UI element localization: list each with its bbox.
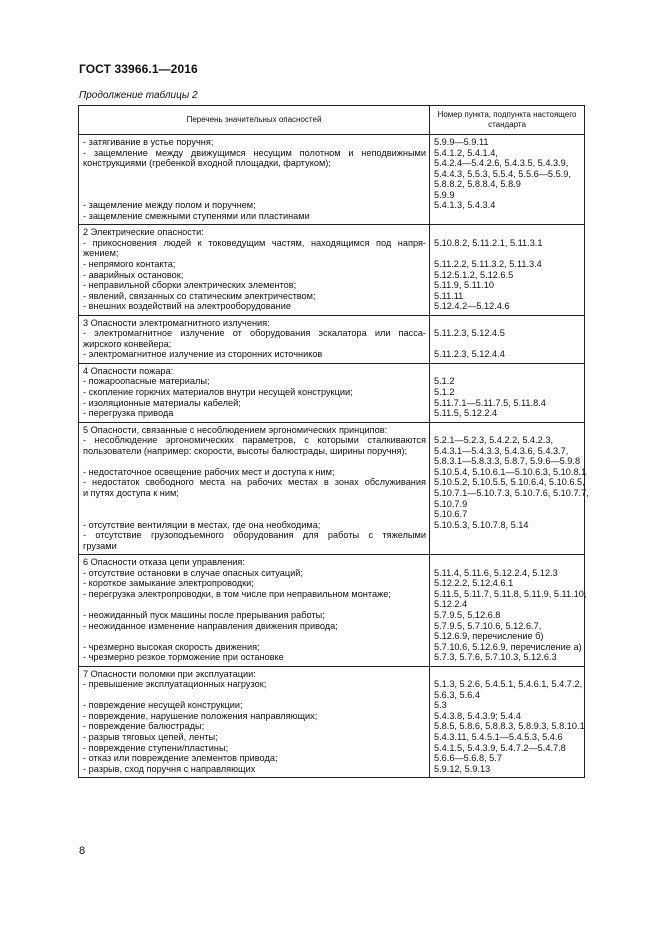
table-row [79, 666, 585, 777]
hazard-line: - неожиданное изменение направления движения привода; [83, 620, 338, 631]
hazard-line: - недостаток свободного места на рабочих местах в зонах обслуживания [83, 477, 426, 488]
hazard-line: 4 Опасности пожара: [83, 365, 174, 376]
hazard-line: жирского конвейера; [83, 338, 172, 349]
document-header: ГОСТ 33966.1—2016 [79, 62, 198, 76]
clause-line: 5.12.2.2, 5.12.4.6.1 [434, 578, 514, 589]
clause-line [434, 366, 581, 377]
clause-line: 5.4.4.3, 5.5.3, 5.5.4, 5.5.6—5.5.9, [434, 168, 571, 179]
hazard-line: - повреждение, нарушение положения направляющих; [83, 710, 318, 721]
clause-line: 5.4.3.8, 5.4.3.9; 5.4.4 [434, 710, 521, 721]
clause-line: 5.8.8.2, 5.8.8.4, 5.8.9 [434, 179, 521, 190]
hazard-line [83, 690, 426, 701]
hazard-line: - несоблюдение эргономических параметров, с которыми сталкиваются [83, 435, 426, 446]
hazard-line: - отсутствие вентиляции в местах, где она необходима; [83, 519, 321, 530]
clause-line: 5.4.3.11, 5.4.5.1—5.4.5.3, 5.4.6 [434, 731, 563, 742]
hazard-line: - отсутствие грузоподъемного оборудования для работы с тяжелыми [83, 530, 426, 541]
clause-cell [430, 666, 585, 777]
hazard-line: - затягивание в устье поручня; [83, 137, 214, 147]
hazard-line: жением; [83, 248, 119, 259]
clause-line: 5.1.3, 5.2.6, 5.4.5.1, 5.4.6.1, 5.4.7.2, [434, 679, 583, 690]
clause-line: 5.11.7.1—5.11.7.5, 5.11.8.4 [434, 397, 546, 408]
hazard-cell [79, 555, 430, 666]
hazard-line [83, 169, 426, 180]
hazard-line: конструкциями (гребенкой входной площадки, фартуком); [83, 158, 331, 169]
hazard-line: - неправильной сборки электрических элементов; [83, 280, 297, 291]
hazard-line: - электромагнитное излучение из сторонних источников [83, 349, 323, 360]
page-number: 8 [79, 845, 86, 857]
clause-line: 5.12.6.9, перечисление б) [434, 631, 544, 642]
table-header-row [79, 106, 585, 135]
clause-line: 5.4.1.2, 5.4.1.4, [434, 147, 498, 158]
clause-line: 5.7.9.5, 5.7.10.6, 5.12.6.7, [434, 620, 542, 631]
table-row [79, 315, 585, 363]
hazard-line: - скопление горючих материалов внутри несущей конструкции; [83, 387, 353, 398]
hazard-line: - отказ или повреждение элементов привода; [83, 753, 278, 764]
hazard-line: - прикосновения людей к токоведущим частям, находящимся под напря- [83, 237, 426, 248]
hazard-line: - электромагнитное излучение от оборудования эскалатора или пасса- [83, 328, 426, 339]
table-row [79, 225, 585, 315]
clause-cell [430, 315, 585, 363]
hazard-line [83, 631, 426, 642]
clause-line [434, 318, 581, 329]
clause-line: 5.11.4, 5.11.6, 5.12.2.4, 5.12.3 [434, 567, 558, 578]
clause-line [434, 339, 581, 350]
clause-line: 5.9.9 [434, 189, 455, 200]
clause-line: 5.11.11 [434, 290, 464, 301]
hazard-line: 5 Опасности, связанные с несоблюдением эргономических принципов: [83, 424, 388, 435]
clause-line: 5.11.5, 5.11.7, 5.11.8, 5.11.9, 5.11.10, [434, 588, 587, 599]
clause-line: 5.10.8.2, 5.11.2.1, 5.11.3.1 [434, 237, 543, 248]
hazard-line: - чрезмерно резкое торможение при остановке [83, 652, 284, 663]
hazard-line: - непрямого контакта; [83, 259, 176, 270]
clause-line: 5.12.4.2—5.12.4.6 [434, 301, 510, 312]
hazard-line: грузами [83, 540, 117, 551]
hazard-line: 6 Опасности отказа цепи управления: [83, 557, 245, 568]
clause-cell [430, 363, 585, 422]
hazard-line [83, 509, 426, 520]
clause-line: 5.4.2.4—5.4.2.6, 5.4.3.5, 5.4.3.9, [434, 158, 569, 169]
hazard-line: 2 Электрические опасности: [83, 227, 204, 238]
column-header-clauses: Номер пункта, подпункта настоящего стандарта [430, 106, 585, 135]
clause-line: 5.4.3.1—5.4.3.3, 5.4.3.6, 5.4.3.7, [434, 445, 569, 456]
hazard-line: - изоляционные материалы кабелей; [83, 397, 241, 408]
clause-line: 5.10.7.1—5.10.7.3, 5.10.7.6, 5.10.7.7, [434, 487, 589, 498]
hazard-line: - защемление смежными ступенями или пластинами [83, 210, 310, 221]
hazard-line: - короткое замыкание электропроводки; [83, 578, 254, 589]
clause-line: 5.1.2 [434, 376, 455, 387]
table-row [79, 363, 585, 422]
hazard-line [83, 599, 426, 610]
clause-line: 5.11.9, 5.11.10 [434, 280, 494, 291]
clause-line: 5.12.5.1.2, 5.12.6.5 [434, 269, 514, 280]
hazard-line: - явлений, связанных со статическим электричеством; [83, 290, 316, 301]
hazard-cell [79, 363, 430, 422]
clause-line [434, 248, 581, 259]
hazard-cell [79, 666, 430, 777]
hazard-line: - защемление между движущимся несущим полотном и неподвижными [83, 147, 426, 158]
table-row [79, 555, 585, 666]
hazard-line: - повреждение ступени/пластины; [83, 742, 229, 753]
hazard-line: - перегрузка электропроводки, в том числе при неправильном монтаже; [83, 588, 391, 599]
clause-line: 5.7.3, 5.7.6, 5.7.10.3, 5.12.6.3 [434, 652, 557, 663]
table-caption: Продолжение таблицы 2 [79, 90, 198, 101]
clause-cell [430, 225, 585, 315]
clause-cell [430, 135, 585, 225]
hazards-table [78, 105, 589, 778]
clause-line [434, 557, 581, 568]
clause-line: 5.10.7.9 [434, 498, 468, 509]
clause-line: 5.8.3.1—5.8.3.3, 5.8.7, 5.9.6—5.9.8 [434, 456, 581, 467]
clause-line: 5.9.12, 5.9.13 [434, 763, 491, 774]
hazard-cell [79, 225, 430, 315]
hazard-line: - превышение эксплуатационных нагрузок; [83, 679, 267, 690]
clause-line: 5.8.5, 5.8.6, 5.8.8.3, 5.8.9.3, 5.8.10.1 [434, 721, 585, 732]
hazard-line: - чрезмерно высокая скорость движения; [83, 641, 260, 652]
table-row [79, 135, 585, 225]
hazard-line: пользователи (например: скорости, высоты балюстрады, ширины поручня); [83, 445, 408, 456]
clause-line: 5.11.2.3, 5.12.4.4 [434, 349, 505, 360]
hazard-line [83, 190, 426, 201]
clause-line: 5.11.5, 5.12.2.4 [434, 408, 498, 419]
hazard-line: - перегрузка привода [83, 408, 174, 419]
clause-line [434, 227, 581, 238]
hazard-line: - повреждение несущей конструкции; [83, 700, 243, 711]
hazard-line: - разрыв тяговых цепей, ленты; [83, 731, 218, 742]
clause-line: 5.10.5.3, 5.10.7.8, 5.14 [434, 519, 529, 530]
table-row [79, 422, 585, 555]
clause-line: 5.2.1—5.2.3, 5.4.2.2, 5.4.2.3, [434, 435, 554, 446]
clause-line: 5.6.3, 5.6.4 [434, 689, 480, 700]
hazard-line: - защемление между полом и поручнем; [83, 200, 256, 211]
hazard-line: - отсутствие остановки в случае опасных ситуаций; [83, 567, 303, 578]
hazard-line: - внешних воздействий на электрооборудование [83, 301, 291, 312]
hazard-line: - разрыв, сход поручня с направляющих [83, 763, 256, 774]
hazard-cell [79, 135, 430, 225]
clause-line: 5.12.2.4 [434, 599, 468, 610]
hazard-line: - неожиданный пуск машины после прерывания работы; [83, 609, 325, 620]
clause-line: 5.3 [434, 700, 447, 711]
clause-line: 5.7.10.6, 5.12.6.9, перечисление а) [434, 641, 582, 652]
clause-line [434, 425, 581, 436]
column-header-hazards: Перечень значительных опасностей [79, 106, 430, 135]
hazard-line: - пожароопасные материалы; [83, 376, 210, 387]
hazard-line [83, 499, 426, 510]
clause-line: 5.10.5.4, 5.10.6.1—5.10.6.3, 5.10.8.1 [434, 466, 587, 477]
hazard-line: 7 Опасности поломки при эксплуатации: [83, 668, 256, 679]
hazard-line: - аварийных остановок; [83, 269, 184, 280]
hazard-line: - повреждение балюстрады; [83, 721, 205, 732]
clause-line: 5.1.2 [434, 387, 455, 398]
hazard-line: и путях доступа к ним; [83, 487, 179, 498]
hazard-line: - недостаточное освещение рабочих мест и доступа к ним; [83, 466, 335, 477]
clause-line: 5.4.1.5, 5.4.3.9, 5.4.7.2—5.4.7.8 [434, 742, 566, 753]
hazard-line: 3 Опасности электромагнитного излучения: [83, 317, 270, 328]
hazard-line [83, 179, 426, 190]
clause-line: 5.11.2.3, 5.12.4.5 [434, 328, 505, 339]
clause-cell [430, 422, 589, 555]
hazard-cell [79, 315, 430, 363]
hazard-line [83, 456, 426, 467]
clause-line: 5.7.9.5, 5.12.6.8 [434, 609, 501, 620]
hazard-cell [79, 422, 430, 555]
clause-line: 5.6.6—5.6.8, 5.7 [434, 753, 502, 764]
clause-line: 5.10.6.7 [434, 509, 468, 520]
clause-line: 5.9.9—5.9.11 [434, 137, 489, 147]
clause-line: 5.11.2.2, 5.11.3.2, 5.11.3.4 [434, 259, 542, 270]
clause-line: 5.10.5.2, 5.10.5.5, 5.10.6.4, 5.10.6.5, [434, 477, 585, 488]
clause-line [434, 669, 581, 680]
clause-cell [430, 555, 585, 666]
clause-line: 5.4.1.3, 5.4.3.4 [434, 200, 496, 211]
